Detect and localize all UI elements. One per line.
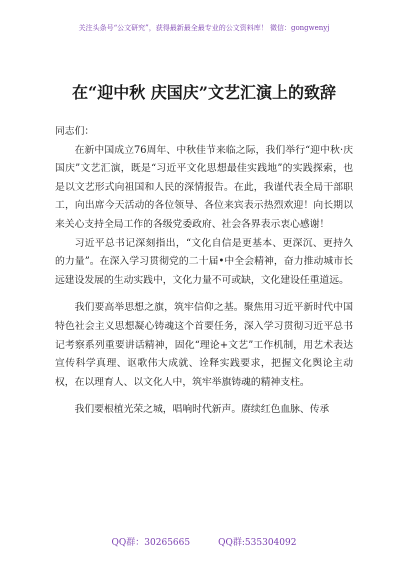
paragraph-4: 我们要根植光荣之城，唱响时代新声。赓续红色血脉、传承 — [74, 404, 330, 416]
paragraph-1: 在新中国成立76周年、中秋佳节来临之际，我们举行“迎中秋·庆国庆”文艺汇演，既是“习近平文化思想最佳实践地”的实践探索，也是以文艺形式向祖国和人民的深情报告。在此，我谨代表全局干部职工，向出席今天活动的各位领导、各位来宾表示热烈欢迎！向长期以来关心支持全局工作的各级党委政府、社会各界表示衷心感谢！ — [55, 144, 353, 230]
paragraph-2: 习近平总书记深刻指出，“文化自信是更基本、更深沉、更持久的力量”。在深入学习贯彻党的二十届•中全会精神，奋力推动城市长远建设发展的生动实践中，文化力量不可或缺，文化建设任重道远。 — [55, 237, 353, 286]
document-body — [55, 123, 353, 420]
paragraph-3: 我们要高举思想之旗，筑牢信仰之基。聚焦用习近平新时代中国特色社会主义思想凝心铸魂这个首要任务，深入学习贯彻习近平总书记考察系列重要讲话精神，固化“理论+文艺”工作机制，用艺术表达宣传科学真理、讴歌伟大成就、诠释实践要求，把握文化舆论主动权，在以理育人、以文化人中，筑牢举旗铸魂的精神支柱。 — [55, 302, 353, 388]
footer-qq-group-1: QQ群：30265665 — [111, 538, 191, 548]
greeting: 同志们： — [55, 126, 95, 137]
document-title: 在“迎中秋 庆国庆”文艺汇演上的致辞 — [72, 83, 336, 102]
header-promo-note: 关注头条号“公文研究”，获得最新最全最专业的公文资料库！ 微信：gongwenyj — [78, 24, 330, 32]
footer-qq-group-2: QQ群:535304092 — [218, 538, 297, 548]
footer-contact — [0, 537, 408, 549]
